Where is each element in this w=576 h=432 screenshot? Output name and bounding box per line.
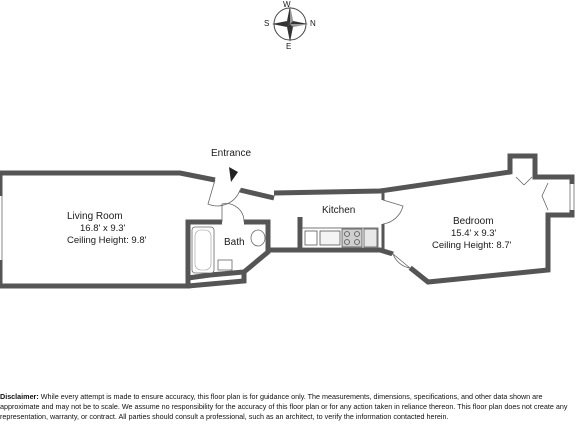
bedroom-name: Bedroom [453,216,494,227]
compass-s-label: S [264,19,270,28]
bedroom-ceiling: Ceiling Height: 8.7' [432,240,512,251]
entrance-label: Entrance [210,148,252,159]
sink-icon [218,260,232,270]
fridge-icon [364,229,377,247]
kitchen-label: Kitchen [322,205,356,216]
compass-e-label: E [286,42,292,51]
bathtub-icon [192,227,214,273]
disclaimer-heading: Disclaimer: [0,392,39,401]
living-room-dims: 16.8' x 9.3' [80,223,126,234]
compass-rose-icon [272,6,308,42]
disclaimer-body: While every attempt is made to ensure accuracy, this floor plan is for guidance only. The measurements, dimensions, specifications, and other data shown are approximate and may not be to scale. We assume no responsibility for the accuracy of this floor plan or for any action taken in reliance thereon. This floor plan does not create any representation, warranty, or contract. All parties should consult a professional, such as an architect, to verify the information contacted herein. [0,392,568,421]
bedroom-dims: 15.4' x 9.3' [451,228,497,239]
entrance-arrow-icon [229,167,238,182]
kitchen-counter [302,228,378,248]
bath-label: Bath [224,237,245,248]
living-room-name: Living Room [67,211,123,222]
disclaimer-text [0,392,576,432]
compass-n-label: N [310,19,316,28]
stove-icon [342,229,362,247]
toilet-icon [251,230,265,246]
compass-w-label: W [283,0,291,9]
living-room-ceiling: Ceiling Height: 9.8' [67,235,147,246]
